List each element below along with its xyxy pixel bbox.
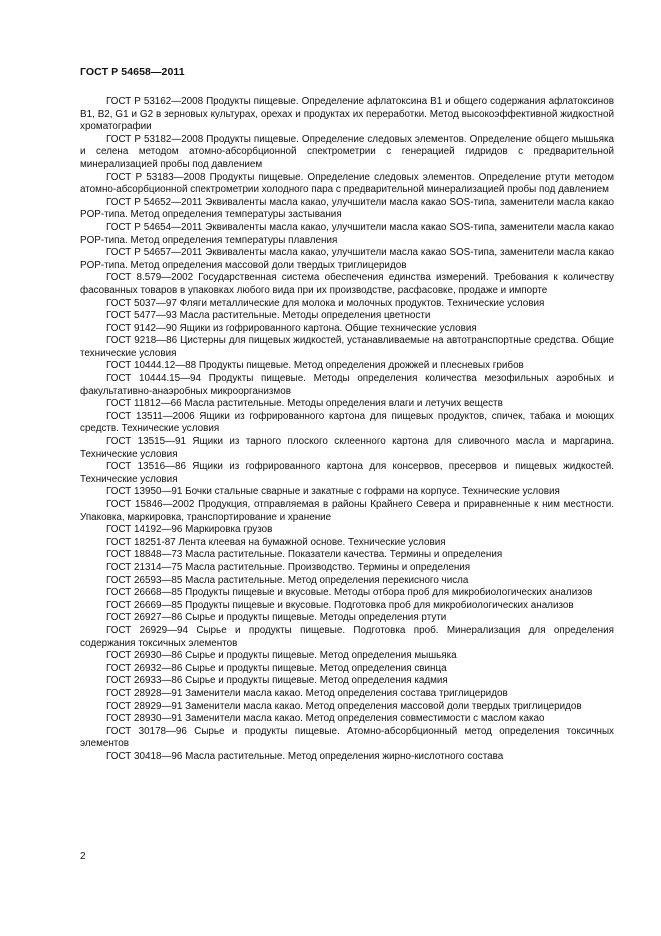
reference-item: ГОСТ 15846—2002 Продукция, отправляемая в районы Крайнего Севера и приравненные к ним местности. Упаковка, маркировка, транспортирование и хранение [80, 499, 614, 523]
reference-item: ГОСТ 5037—97 Фляги металлические для молока и молочных продуктов. Технические условия [106, 297, 545, 309]
reference-item: ГОСТ 14192—96 Маркировка грузов [106, 524, 273, 536]
reference-item: ГОСТ 28928—91 Заменители масла какао. Метод определения состава триглицеридов [106, 687, 508, 699]
reference-item: ГОСТ 21314—75 Масла растительные. Производство. Термины и определения [106, 561, 471, 573]
reference-item: ГОСТ 9142—90 Ящики из гофрированного картона. Общие технические условия [106, 322, 477, 334]
reference-item: ГОСТ 26933—86 Сырье и продукты пищевые. Метод определения кадмия [106, 675, 448, 687]
page-number: 2 [80, 851, 86, 862]
reference-item: ГОСТ 26669—85 Продукты пищевые и вкусовые. Подготовка проб для микробиологических анализов [106, 599, 574, 611]
reference-item: ГОСТ Р 54657—2011 Эквиваленты масла какао, улучшители масла какао SOS-типа, заменители масла какао POP-типа. Метод определения массовой доли твердых триглицеридов [80, 247, 614, 271]
reference-item: ГОСТ 10444.15—94 Продукты пищевые. Методы определения количества мезофильных аэробных и факультативно-анаэробных микроорганизмов [80, 373, 614, 397]
reference-item: ГОСТ 28930—91 Заменители масла какао. Метод определения совместимости с маслом какао [106, 713, 545, 725]
reference-item: ГОСТ 30418—96 Масла растительные. Метод определения жирно-кислотного состава [106, 750, 504, 762]
reference-item: ГОСТ 26927—86 Сырье и продукты пищевые. Методы определения ртути [106, 612, 447, 624]
reference-item: ГОСТ 9218—86 Цистерны для пищевых жидкостей, устанавливаемые на автотранспортные средства. Общие технические условия [80, 335, 614, 359]
reference-item: ГОСТ Р 53162—2008 Продукты пищевые. Определение афлатоксина В1 и общего содержания афлатоксинов В1, В2, G1 и G2 в зерновых культурах, орехах и продуктах их переработки. Метод высокоэффективной жидкостной хроматографии [80, 96, 614, 133]
reference-item: ГОСТ 10444.12—88 Продукты пищевые. Метод определения дрожжей и плесневых грибов [106, 360, 524, 372]
reference-item: ГОСТ Р 54652—2011 Эквиваленты масла какао, улучшители масла какао SOS-типа, заменители масла какао POP-типа. Метод определения температуры застывания [80, 196, 614, 221]
document-header: ГОСТ Р 54658—2011 [80, 66, 185, 78]
reference-item: ГОСТ 26930—86 Сырье и продукты пищевые. Метод определения мышьяка [106, 650, 457, 662]
reference-item: ГОСТ 18251-87 Лента клеевая на бумажной основе. Технические условия [106, 536, 446, 548]
reference-item: ГОСТ 5477—93 Масла растительные. Методы определения цветности [106, 310, 431, 322]
reference-item: ГОСТ 13515—91 Ящики из тарного плоского склеенного картона для сливочного масла и маргарина. Технические условия [80, 436, 614, 460]
references-list [80, 96, 614, 763]
reference-item: ГОСТ 30178—96 Сырье и продукты пищевые. Атомно-абсорбционный метод определения токсичных элементов [80, 725, 614, 750]
reference-item: ГОСТ 28929—91 Заменители масла какао. Метод определения массовой доли твердых триглицеридов [106, 700, 582, 712]
reference-item: ГОСТ Р 53182—2008 Продукты пищевые. Определение следовых элементов. Определение общего мышьяка и селена методом атомно-абсорбционной спектрометрии с генерацией гидридов с предварительной минерализацией пробы под давлением [80, 133, 614, 170]
reference-item: ГОСТ Р 54654—2011 Эквиваленты масла какао, улучшители масла какао SOS-типа, заменители масла какао POP-типа. Метод определения температуры плавления [80, 221, 614, 246]
reference-item: ГОСТ 26668—85 Продукты пищевые и вкусовые. Методы отбора проб для микробиологических анализов [106, 587, 593, 599]
reference-item: ГОСТ Р 53183—2008 Продукты пищевые. Определение следовых элементов. Определение ртути методом атомно-абсорбционной спектрометрии холодного пара с предварительной минерализацией пробы под давлением [80, 171, 614, 196]
reference-item: ГОСТ 13516—86 Ящики из гофрированного картона для консервов, пресервов и пищевых жидкостей. Технические условия [80, 461, 614, 485]
reference-item: ГОСТ 8.579—2002 Государственная система обеспечения единства измерений. Требования к количеству фасованных товаров в упаковках любого вида при их производстве, расфасовке, продаже и импорте [80, 272, 614, 296]
reference-item: ГОСТ 26932—86 Сырье и продукты пищевые. Метод определения свинца [106, 662, 447, 674]
reference-item: ГОСТ 18848—73 Масла растительные. Показатели качества. Термины и определения [106, 549, 503, 561]
reference-item: ГОСТ 13511—2006 Ящики из гофрированного картона для пищевых продуктов, спичек, табака и моющих средств. Технические условия [80, 410, 614, 435]
reference-item: ГОСТ 11812—66 Масла растительные. Методы определения влаги и летучих веществ [106, 398, 503, 410]
reference-item: ГОСТ 26593—85 Масла растительные. Метод определения перекисного числа [106, 574, 469, 586]
reference-item: ГОСТ 13950—91 Бочки стальные сварные и закатные с гофрами на корпусе. Технические условия [106, 486, 560, 498]
reference-item: ГОСТ 26929—94 Сырье и продукты пищевые. Подготовка проб. Минерализация для определения содержания токсичных элементов [80, 624, 614, 649]
